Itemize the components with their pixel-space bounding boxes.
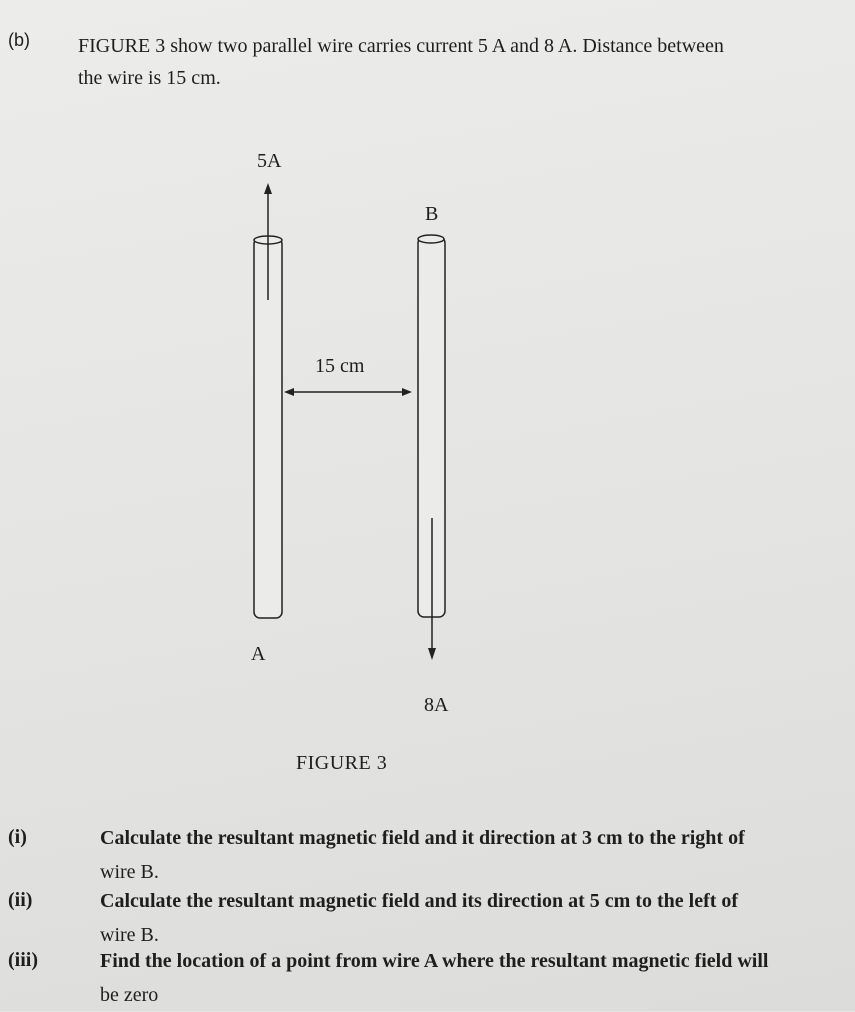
current-a-label: 5A	[257, 150, 282, 172]
question-1-line-1: Calculate the resultant magnetic field and it direction at 3 cm to the right of	[100, 827, 745, 849]
question-1-line-2: wire B.	[100, 861, 159, 883]
question-2-label: (ii)	[8, 889, 33, 911]
question-3-label: (iii)	[8, 949, 38, 971]
wire-a-label: A	[251, 643, 266, 665]
question-1-label: (i)	[8, 826, 27, 848]
distance-label: 15 cm	[315, 355, 365, 377]
question-2-line-2: wire B.	[100, 924, 159, 946]
question-2-line-1: Calculate the resultant magnetic field and its direction at 5 cm to the left of	[100, 890, 739, 912]
question-3-line-1: Find the location of a point from wire A where the resultant magnetic field will	[100, 950, 769, 972]
question-3-text	[100, 944, 845, 1012]
intro-line-1: FIGURE 3 show two parallel wire carries current 5 A and 8 A. Distance between	[78, 35, 724, 57]
wire-b-label: B	[425, 203, 439, 225]
question-2-text	[100, 884, 845, 952]
question-1-text	[100, 821, 845, 889]
question-3-line-2: be zero	[100, 984, 159, 1006]
part-label: (b)	[8, 30, 30, 50]
distance-arrow	[284, 388, 412, 396]
figure-caption: FIGURE 3	[296, 752, 388, 774]
current-b-label: 8A	[424, 694, 449, 716]
intro-line-2: the wire is 15 cm.	[78, 67, 221, 89]
